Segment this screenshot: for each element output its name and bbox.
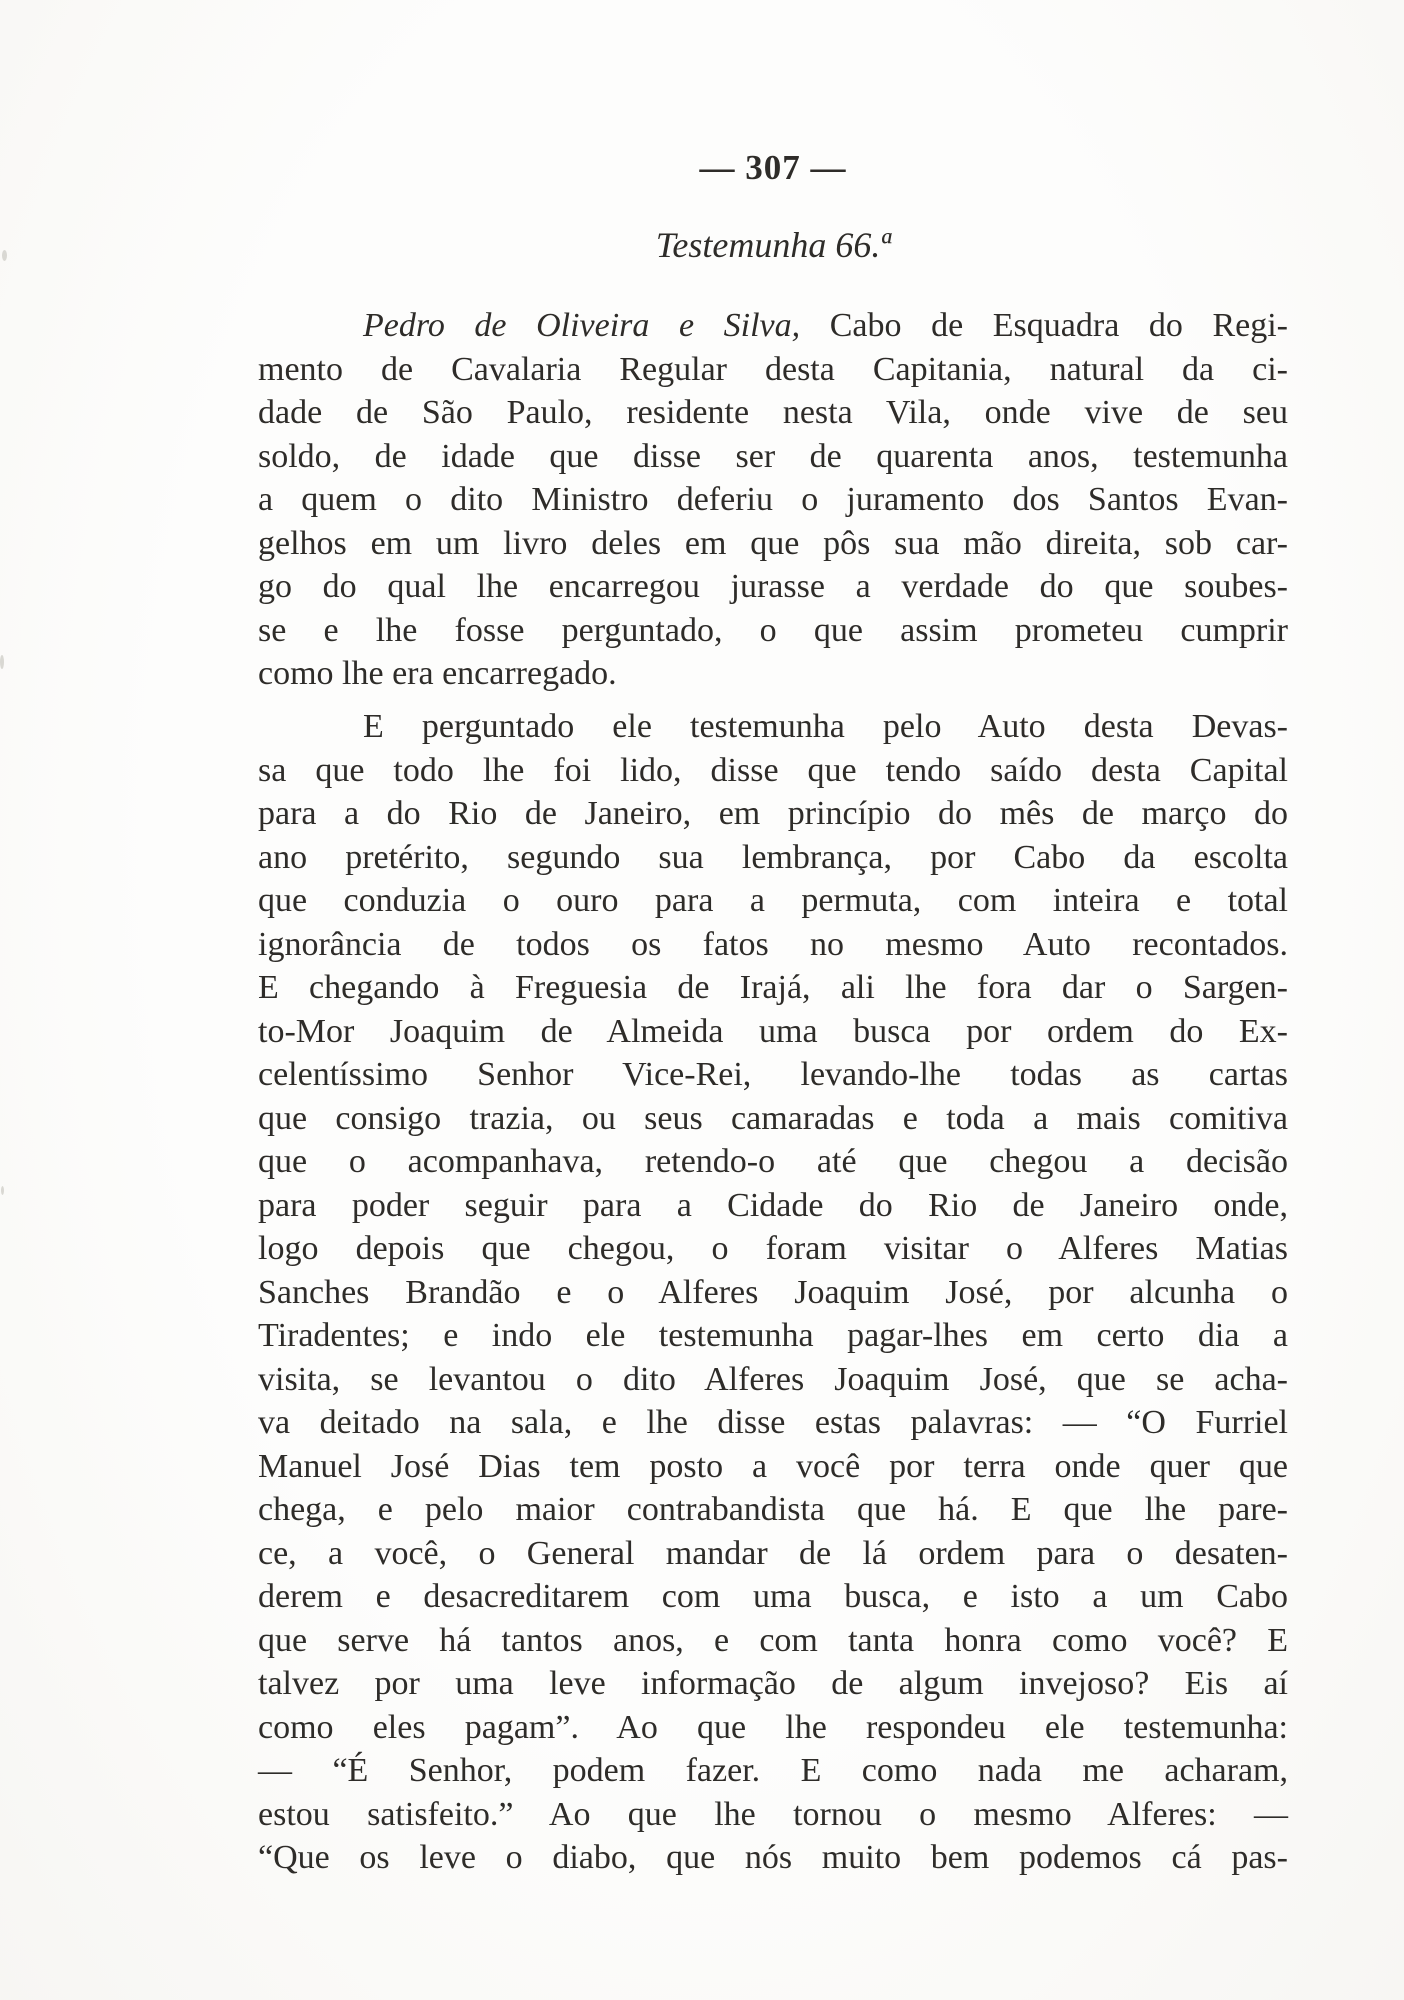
text-line: E chegando à Freguesia de Irajá, ali lhe fora dar o Sargen-	[258, 969, 1288, 1006]
text-line: ce, a você, o General mandar de lá ordem para o desaten-	[258, 1534, 1288, 1572]
text-line	[258, 304, 1288, 348]
text-line: ignorância de todos os fatos no mesmo Auto recontados.	[258, 925, 1288, 963]
text-line: to-Mor Joaquim de Almeida uma busca por ordem do Ex-	[258, 1012, 1288, 1050]
text-line: — “É Senhor, podem fazer. E como nada me acharam,	[258, 1752, 1288, 1789]
text-line-rest: Cabo de Esquadra do Regi-	[800, 307, 1288, 344]
text-line: talvez por uma leve informação de algum invejoso? Eis aí	[258, 1665, 1288, 1702]
text-line: que conduzia o ouro para a permuta, com inteira e total	[258, 882, 1288, 919]
text-line: celentíssimo Senhor Vice-Rei, levando-lhe todas as cartas	[258, 1056, 1288, 1093]
text-line: Sanches Brandão e o Alferes Joaquim José, por alcunha o	[258, 1273, 1288, 1311]
text-line: go do qual lhe encarregou jurasse a verdade do que soubes-	[258, 568, 1288, 605]
text-line: derem e desacreditarem com uma busca, e isto a um Cabo	[258, 1578, 1288, 1615]
text-line: a quem o dito Ministro deferiu o juramento dos Santos Evan-	[258, 481, 1288, 518]
text-line: se e lhe fosse perguntado, o que assim prometeu cumprir	[258, 611, 1288, 649]
text-line: mento de Cavalaria Regular desta Capitania, natural da ci-	[258, 350, 1288, 388]
text-line: sa que todo lhe foi lido, disse que tendo saído desta Capital	[258, 751, 1288, 789]
paragraph-testimony-body	[258, 705, 1288, 1880]
text-line: que serve há tantos anos, e com tanta honra como você? E	[258, 1621, 1288, 1659]
witness-heading: Testemunha 66.ª	[655, 225, 891, 265]
text-line: soldo, de idade que disse ser de quarenta anos, testemunha	[258, 437, 1288, 475]
scan-speck	[2, 250, 7, 261]
scan-speck	[1, 1186, 4, 1195]
text-line: “Que os leve o diabo, que nós muito bem podemos cá pas-	[258, 1839, 1288, 1876]
text-line: Manuel José Dias tem posto a você por terra onde quer que	[258, 1447, 1288, 1485]
text-line: chega, e pelo maior contrabandista que há. E que lhe pare-	[258, 1491, 1288, 1528]
text-line: como eles pagam”. Ao que lhe respondeu ele testemunha:	[258, 1708, 1288, 1746]
text-line: como lhe era encarregado.	[258, 655, 617, 692]
text-line: Tiradentes; e indo ele testemunha pagar-lhes em certo dia a	[258, 1317, 1288, 1354]
text-line: dade de São Paulo, residente nesta Vila, onde vive de seu	[258, 394, 1288, 431]
text-line: que o acompanhava, retendo-o até que chegou a decisão	[258, 1143, 1288, 1180]
text-line: que consigo trazia, ou seus camaradas e toda a mais comitiva	[258, 1099, 1288, 1137]
paragraph-testimony-intro	[258, 304, 1288, 696]
text-line: para a do Rio de Janeiro, em princípio do mês de março do	[258, 795, 1288, 832]
text-line: visita, se levantou o dito Alferes Joaquim José, que se acha-	[258, 1360, 1288, 1398]
scan-speck	[0, 655, 4, 669]
text-line: para poder seguir para a Cidade do Rio de Janeiro onde,	[258, 1186, 1288, 1224]
text-line: ano pretérito, segundo sua lembrança, por Cabo da escolta	[258, 838, 1288, 876]
text-line: va deitado na sala, e lhe disse estas palavras: — “O Furriel	[258, 1404, 1288, 1441]
text-line: logo depois que chegou, o foram visitar o Alferes Matias	[258, 1230, 1288, 1267]
page-number: — 307 —	[699, 148, 847, 187]
text-line: estou satisfeito.” Ao que lhe tornou o mesmo Alferes: —	[258, 1795, 1288, 1833]
text-line: E perguntado ele testemunha pelo Auto desta Devas-	[363, 708, 1288, 745]
text-line: gelhos em um livro deles em que pôs sua mão direita, sob car-	[258, 524, 1288, 562]
witness-name-italic: Pedro de Oliveira e Silva,	[363, 307, 801, 344]
